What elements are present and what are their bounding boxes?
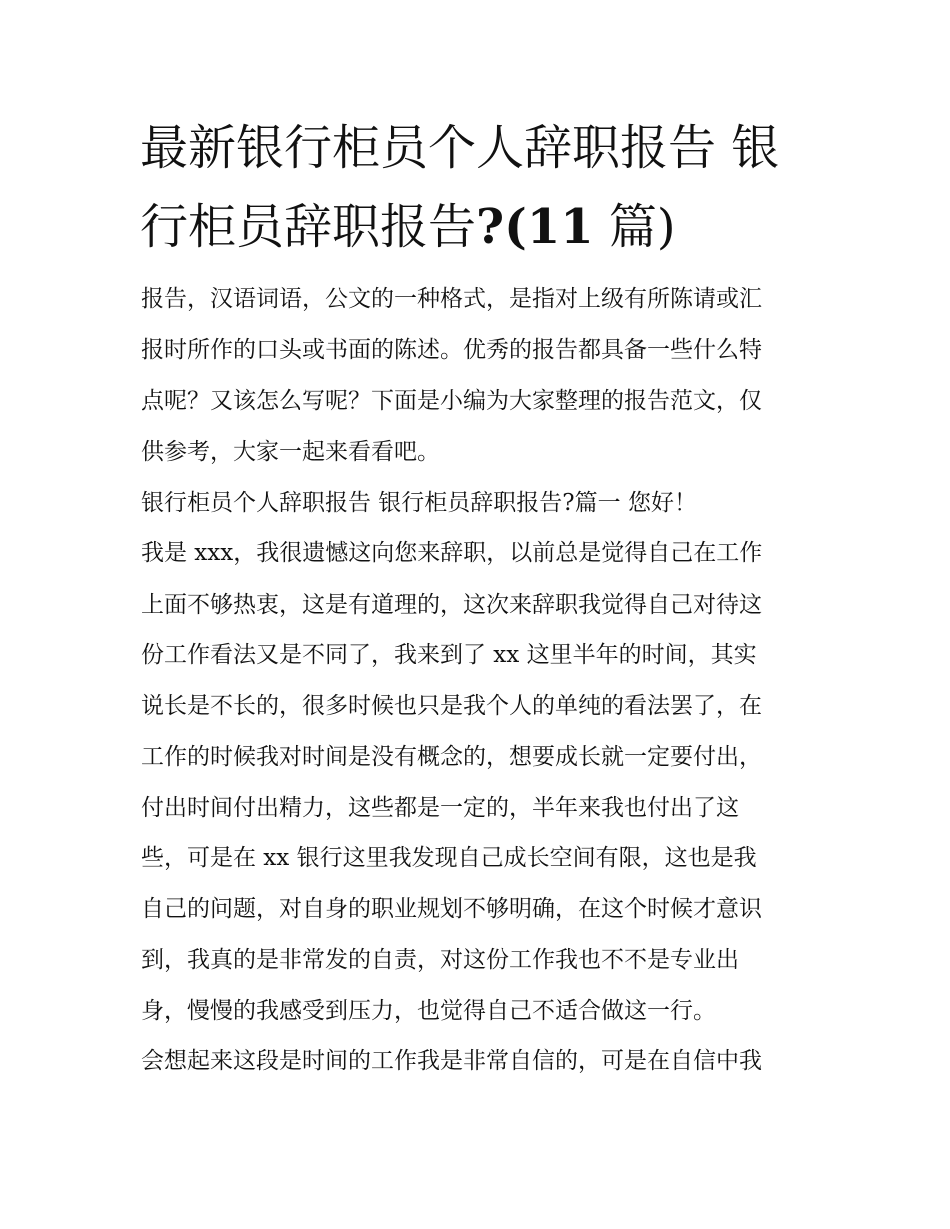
title-count: ?(11: [476, 199, 594, 255]
body-line: 供参考，大家一起来看看吧。: [141, 439, 440, 465]
section-heading: 银行柜员个人辞职报告 银行柜员辞职报告?篇一 您好！: [141, 490, 697, 516]
body-line: 自己的问题，对自身的职业规划不够明确，在这个时候才意识: [141, 896, 762, 922]
document-title-line-1: 最新银行柜员个人辞职报告 银: [140, 120, 780, 176]
body-line: 份工作看法又是不同了，我来到了 xx 这里半年的时间，其实: [141, 642, 757, 668]
body-line: 些，可是在 xx 银行这里我发现自己成长空间有限，这也是我: [141, 845, 757, 871]
body-line: 上面不够热衷，这是有道理的，这次来辞职我觉得自己对待这: [141, 592, 762, 618]
document-title-line-2: [140, 199, 820, 255]
body-line: 报告，汉语词语，公文的一种格式，是指对上级有所陈请或汇: [141, 286, 762, 312]
title-suffix: 篇): [593, 199, 676, 255]
body-line: 我是 xxx，我很遗憾这向您来辞职，以前总是觉得自己在工作: [141, 540, 763, 566]
body-line: 说长是不长的，很多时候也只是我个人的单纯的看法罢了，在: [141, 693, 762, 719]
body-line: 付出时间付出精力，这些都是一定的，半年来我也付出了这: [141, 795, 739, 821]
body-line: 到，我真的是非常发的自责，对这份工作我也不不是专业出: [141, 947, 739, 973]
body-line: 身，慢慢的我感受到压力，也觉得自己不适合做这一行。: [141, 998, 716, 1024]
body-line: 报时所作的口头或书面的陈述。优秀的报告都具备一些什么特: [141, 337, 762, 363]
body-line: 点呢？又该怎么写呢？下面是小编为大家整理的报告范文，仅: [141, 388, 762, 414]
title-text: 行柜员辞职报告: [140, 199, 477, 255]
body-line: 会想起来这段是时间的工作我是非常自信的，可是在自信中我: [141, 1048, 762, 1074]
body-line: 工作的时候我对时间是没有概念的，想要成长就一定要付出，: [141, 744, 762, 770]
